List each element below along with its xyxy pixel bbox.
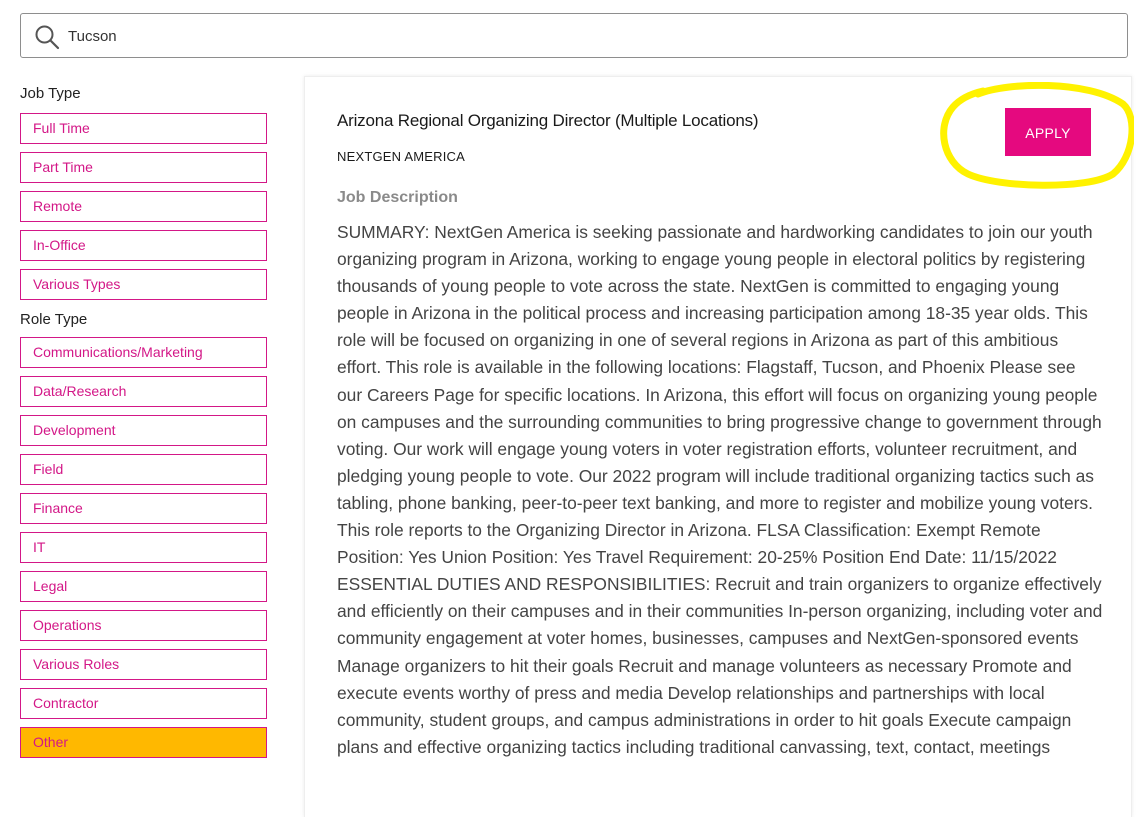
job-detail-panel	[304, 76, 1132, 817]
job-type-list	[20, 113, 268, 300]
role-type-filter-operations[interactable]: Operations	[20, 610, 267, 641]
job-type-filter-remote[interactable]: Remote	[20, 191, 267, 222]
search-icon	[34, 24, 60, 50]
role-type-filter-data-research[interactable]: Data/Research	[20, 376, 267, 407]
job-title: Arizona Regional Organizing Director (Multiple Locations)	[337, 111, 759, 130]
role-type-filter-communications-marketing[interactable]: Communications/Marketing	[20, 337, 267, 368]
role-type-filter-development[interactable]: Development	[20, 415, 267, 446]
role-type-filter-it[interactable]: IT	[20, 532, 267, 563]
role-type-filter-other[interactable]: Other	[20, 727, 267, 758]
search-bar[interactable]	[20, 13, 1128, 58]
role-type-filter-field[interactable]: Field	[20, 454, 267, 485]
role-type-filter-various-roles[interactable]: Various Roles	[20, 649, 267, 680]
job-description-heading: Job Description	[337, 189, 458, 206]
role-type-list	[20, 337, 268, 758]
job-type-filter-full-time[interactable]: Full Time	[20, 113, 267, 144]
job-type-filter-in-office[interactable]: In-Office	[20, 230, 267, 261]
role-type-filter-finance[interactable]: Finance	[20, 493, 267, 524]
role-type-filter-contractor[interactable]: Contractor	[20, 688, 267, 719]
search-input[interactable]	[68, 22, 1108, 50]
job-type-heading: Job Type	[20, 85, 81, 102]
job-type-filter-various-types[interactable]: Various Types	[20, 269, 267, 300]
apply-button[interactable]: APPLY	[1005, 108, 1091, 156]
job-type-filter-part-time[interactable]: Part Time	[20, 152, 267, 183]
role-type-filter-legal[interactable]: Legal	[20, 571, 267, 602]
job-description-text: SUMMARY: NextGen America is seeking passionate and hardworking candidates to join our youth organizing program in Arizona, working to engage young people in electoral politics by registering thousands of young people to vote across the state. NextGen is committed to engaging young people in Arizona in the political process and increasing participation among 18-35 year olds. This role will be focused on organizing in one of several regions in Arizona as part of this ambitious effort. This role is available in the following locations: Flagstaff, Tucson, and Phoenix Please see our Careers Page for specific locations. In Arizona, this effort will focus on organizing young people on campuses and the surrounding communities to bring progressive change to government through voting. Our work will engage young voters in voter registration efforts, volunteer recruitment, and pledging young people to vote. Our 2022 program will include traditional organizing tactics such as tabling, phone banking, peer-to-peer text banking, and more to register and mobilize young voters. This role reports to the Organizing Director in Arizona. FLSA Classification: Exempt Remote Position: Yes Union Position: Yes Travel Requirement: 20-25% Position End Date: 11/15/2022 ESSENTIAL DUTIES AND RESPONSIBILITIES: Recruit and train organizers to organize effectively and efficiently on their campuses and in their communities In-person organizing, including voter and community engagement at voter homes, businesses, campuses and NextGen-sponsored events Manage organizers to hit their goals Recruit and manage volunteers as necessary Promote and execute events worthy of press and media Develop relationships and partnerships with local community, student groups, and campus administrations in order to hit goals Execute campaign plans and effective organizing tactics including traditional canvassing, text, contact, meetings	[337, 222, 1103, 757]
filter-sidebar	[20, 80, 268, 766]
role-type-heading: Role Type	[20, 311, 88, 328]
organization-name: NEXTGEN AMERICA	[337, 149, 465, 164]
